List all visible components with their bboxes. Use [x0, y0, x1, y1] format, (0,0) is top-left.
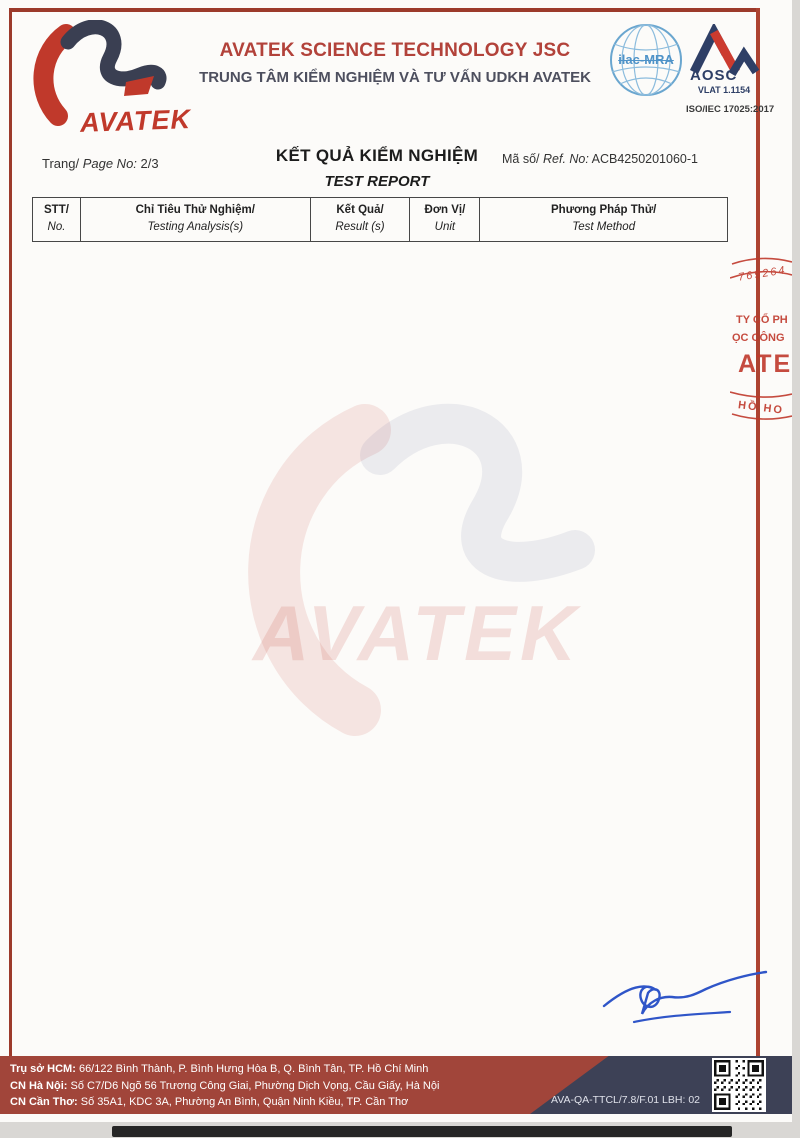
footer-addresses — [10, 1061, 439, 1111]
report-title-en: TEST REPORT — [324, 173, 430, 190]
stamp-line-3: HỒ HO — [737, 399, 785, 417]
column-header: STT/ No. — [33, 198, 81, 242]
center-name: TRUNG TÂM KIỂM NGHIỆM VÀ TƯ VẤN UDKH AVATEK — [199, 69, 591, 86]
red-stamp-fragment — [730, 252, 792, 432]
footer-address-line: CN Cần Thơ: Số 35A1, KDC 3A, Phường An Bình, Quận Ninh Kiều, TP. Cần Thơ — [10, 1096, 409, 1108]
column-header: Chỉ Tiêu Thử Nghiệm/ Testing Analysis(s) — [80, 198, 310, 242]
footer-address-line: CN Hà Nội: Số C7/D6 Ngõ 56 Trương Công Giai, Phường Dịch Vọng, Cầu Giấy, Hà Nội — [10, 1079, 440, 1092]
vlat-label: VLAT 1.1154 — [697, 85, 751, 95]
footer-address-line: Trụ sở HCM: 66/122 Bình Thành, P. Bình Hưng Hòa B, Q. Bình Tân, TP. Hồ Chí Minh — [10, 1063, 429, 1075]
stamp-line-2: ỌC CÔNG — [732, 332, 785, 344]
scan-bottom-band — [112, 1126, 732, 1137]
form-code: AVA-QA-TTCL/7.8/F.01 LBH: 02 — [551, 1094, 700, 1106]
iso-label: ISO/IEC 17025:2017 — [686, 104, 775, 115]
logo-wordmark: AVATEK — [79, 104, 192, 138]
column-header: Phương Pháp Thử/ Test Method — [480, 198, 728, 242]
report-table — [32, 197, 728, 242]
avatek-logo — [28, 20, 192, 142]
ilac-mra-label: ilac-MRA — [618, 52, 674, 67]
avatek-watermark — [245, 400, 625, 760]
ref-number: Mã số/ Ref. No: ACB4250201060-1 — [502, 152, 698, 166]
aosc-logo — [686, 24, 775, 115]
table-header-row — [33, 198, 728, 242]
company-name: AVATEK SCIENCE TECHNOLOGY JSC — [219, 40, 571, 61]
logo-swan — [68, 27, 159, 82]
column-header: Kết Quả/ Result (s) — [310, 198, 410, 242]
qr-code — [712, 1058, 766, 1112]
header-company-block — [180, 40, 610, 86]
ilac-mra-logo — [608, 22, 684, 98]
stamp-number: 769264 — [737, 264, 788, 284]
footer-bar — [0, 1056, 792, 1114]
page-number: Trang/ Page No: 2/3 — [42, 156, 159, 171]
signature — [598, 966, 773, 1038]
page-frame-left — [9, 8, 12, 1056]
page-frame-top — [9, 8, 759, 12]
report-title-vi: KẾT QUẢ KIỂM NGHIỆM — [275, 146, 479, 165]
aosc-label: AOSC — [690, 67, 738, 84]
stamp-line-big: ATE — [738, 350, 792, 378]
watermark-text: AVATEK — [253, 589, 581, 677]
column-header: Đơn Vị/ Unit — [410, 198, 480, 242]
report-title — [232, 146, 522, 190]
stamp-line-1: TY CỔ PH — [736, 314, 788, 326]
page-frame-right — [756, 8, 760, 1056]
